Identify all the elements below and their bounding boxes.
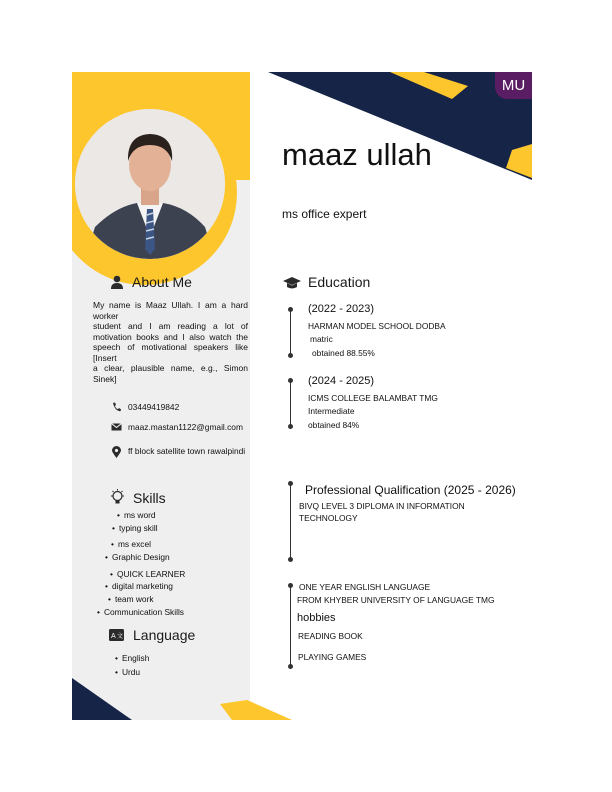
education-years: (2024 - 2025)	[308, 375, 375, 387]
language-heading: Language	[133, 627, 196, 643]
language-item: • Urdu	[115, 667, 140, 677]
skills-heading: Skills	[133, 490, 166, 506]
hobby-item: PLAYING GAMES	[298, 652, 367, 662]
about-heading: About Me	[132, 274, 192, 290]
education-result: obtained 88.55%	[312, 348, 375, 358]
education-heading: Education	[308, 274, 371, 290]
education-school: ICMS COLLEGE BALAMBAT TMG	[308, 393, 438, 403]
hobby-item: READING BOOK	[298, 631, 363, 641]
timeline-dot	[288, 481, 293, 486]
hobbies-heading: hobbies	[297, 612, 336, 624]
timeline-line	[290, 382, 291, 427]
education-years: (2022 - 2023)	[308, 303, 375, 315]
professional-line: BIVQ LEVEL 3 DIPLOMA IN INFORMATION	[299, 501, 465, 511]
skill-item: • Communication Skills	[97, 607, 184, 617]
timeline-line	[290, 586, 291, 666]
monogram-badge	[495, 72, 532, 99]
education-result: obtained 84%	[308, 420, 360, 430]
skill-item: • QUICK LEARNER	[110, 569, 185, 579]
professional-heading: Professional Qualification (2025 - 2026)	[305, 483, 516, 497]
contact-email: maaz.mastan1122@gmail.com	[128, 422, 243, 432]
about-line: motivation books and I also watch the	[93, 331, 248, 342]
svg-text:A: A	[111, 633, 116, 640]
education-level: matric	[310, 334, 333, 344]
about-line: speech of motivational speakers like [Insert	[93, 342, 248, 363]
timeline-dot	[288, 378, 293, 383]
timeline-dot	[288, 664, 293, 669]
skill-item: • Graphic Design	[105, 552, 170, 562]
resume-page	[72, 72, 532, 720]
about-line: a clear, plausible name, e.g., Simon Sinek]	[93, 363, 248, 384]
person-name: maaz ullah	[282, 137, 432, 172]
tagline: ms office expert	[282, 207, 367, 221]
contact-address: ff block satellite town rawalpindi	[128, 446, 246, 456]
timeline-dot	[288, 424, 293, 429]
timeline-dot	[288, 583, 293, 588]
timeline-dot	[288, 557, 293, 562]
english-course-line: ONE YEAR ENGLISH LANGUAGE	[299, 582, 431, 592]
graduation-cap-icon	[283, 277, 301, 290]
timeline-line	[290, 310, 291, 355]
language-item: • English	[115, 653, 149, 663]
education-level: Intermediate	[308, 406, 355, 416]
about-line: student and I am reading a lot of	[93, 321, 248, 331]
skill-item: • team work	[108, 594, 154, 604]
skill-item: • typing skill	[112, 523, 158, 533]
skill-item: • ms excel	[111, 539, 151, 549]
skill-item: • digital marketing	[105, 581, 173, 591]
about-line: My name is Maaz Ullah. I am a hard worker	[93, 300, 248, 321]
timeline-dot	[288, 353, 293, 358]
svg-text:文: 文	[117, 634, 124, 640]
english-course-line: FROM KHYBER UNIVERSITY OF LANGUAGE TMG	[297, 595, 495, 605]
education-school: HARMAN MODEL SCHOOL DODBA	[308, 321, 446, 331]
monogram-text: MU	[501, 77, 526, 94]
skill-item: • ms word	[117, 510, 156, 520]
contact-phone: 03449419842	[128, 402, 180, 412]
timeline-line	[290, 484, 291, 560]
professional-line: TECHNOLOGY	[299, 513, 358, 523]
timeline-dot	[288, 307, 293, 312]
